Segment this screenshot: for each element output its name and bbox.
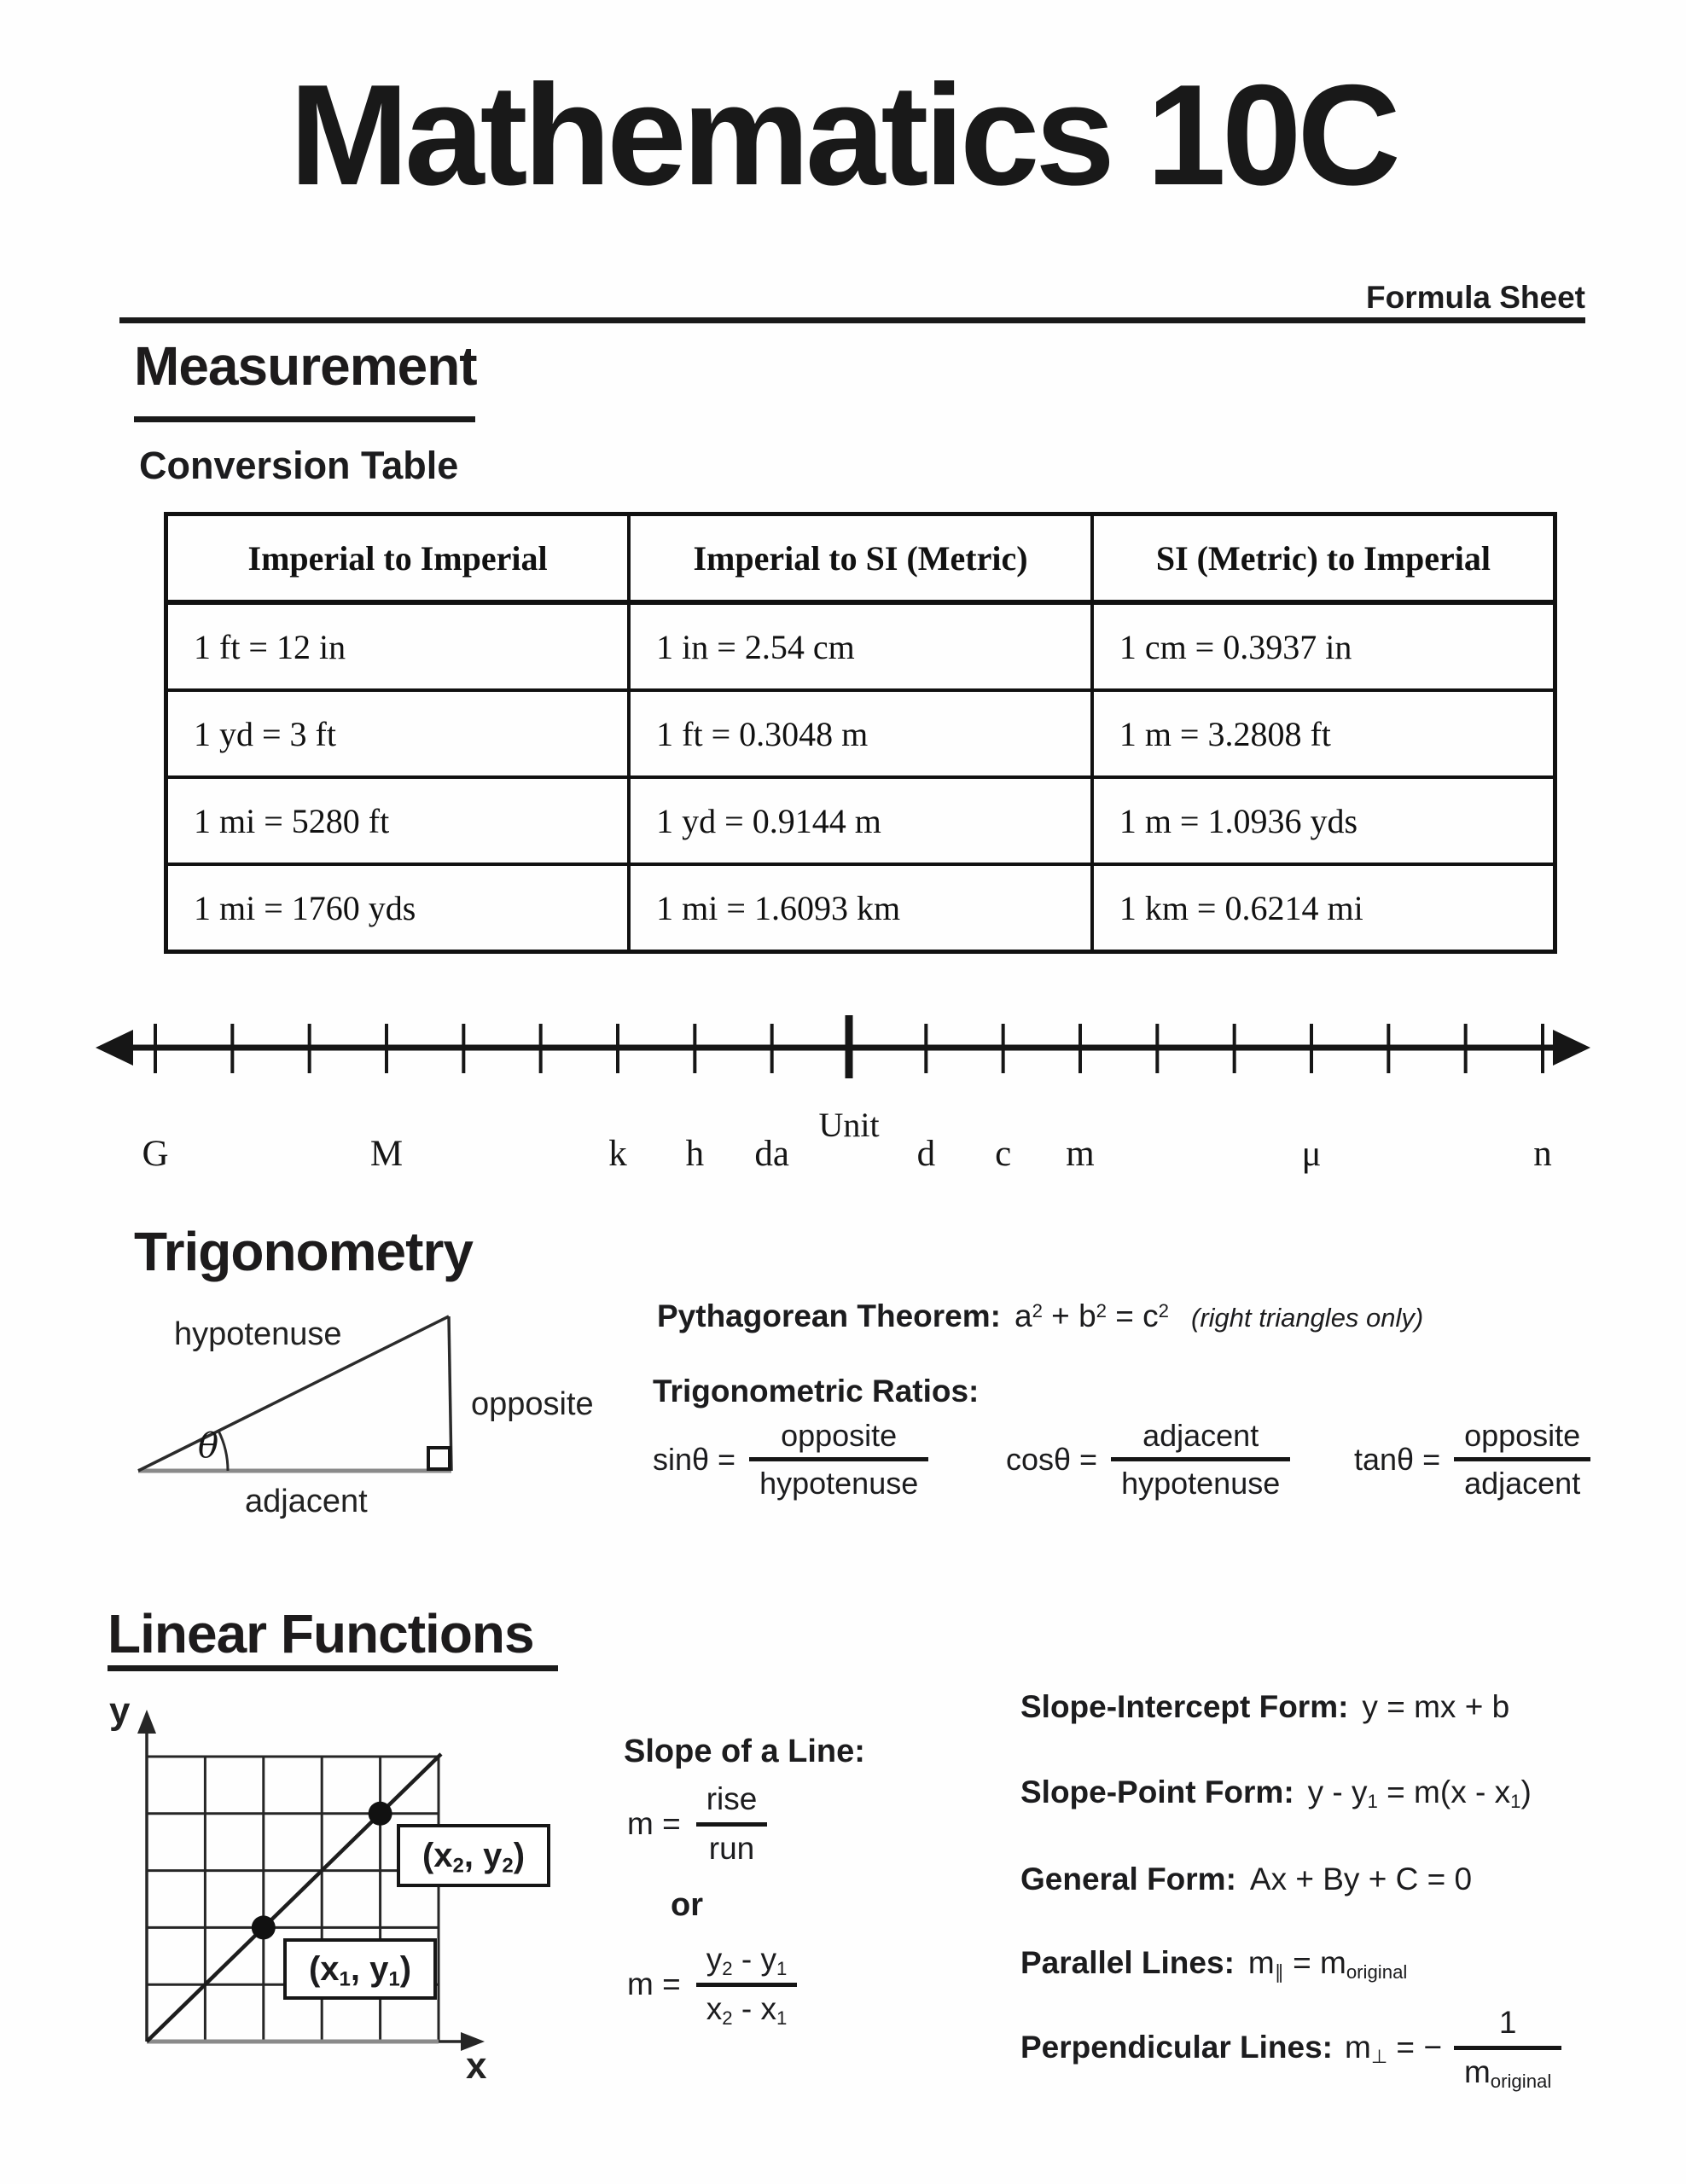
left-arrow-icon	[96, 1030, 133, 1066]
prefix-label-n: n	[1533, 1134, 1552, 1174]
prefix-label-k: k	[608, 1134, 627, 1174]
point-1-label-box	[283, 1938, 437, 2000]
m-equals: m =	[627, 1806, 681, 1842]
cosine-ratio	[1006, 1418, 1290, 1502]
form-label: Perpendicular Lines:	[1020, 2030, 1333, 2065]
measurement-heading: Measurement	[134, 335, 477, 397]
trigonometry-heading: Trigonometry	[134, 1221, 473, 1282]
point-1-label: ($x_1$, $y_1$)	[308, 1949, 412, 1991]
conversion-table-title: Conversion Table	[139, 444, 459, 487]
page-title: Mathematics 10C	[289, 55, 1397, 215]
parallel-lines-row	[1020, 1945, 1408, 1984]
y-axis-arrow-icon	[137, 1710, 156, 1734]
trig-ratios-label: Trigonometric Ratios:	[653, 1374, 980, 1409]
cosine-lhs: cosθ =	[1006, 1441, 1098, 1477]
point-1-dot	[252, 1915, 276, 1939]
prefix-label-da: da	[754, 1134, 789, 1174]
col-header-imperial-imperial: Imperial to Imperial	[166, 514, 630, 603]
slope-two-point-formula	[627, 1942, 797, 2027]
slope-intercept-form-row	[1020, 1689, 1509, 1725]
table-cell: 1 mi = 1760 yds	[166, 864, 630, 952]
conversion-table	[164, 512, 1557, 954]
formula-sheet-tag: Formula Sheet	[1366, 280, 1585, 315]
angle-arc	[218, 1431, 228, 1471]
prefix-label-d: d	[916, 1134, 936, 1174]
hypotenuse-label: hypotenuse	[174, 1316, 342, 1352]
form-label: Parallel Lines:	[1020, 1945, 1235, 1980]
table-row	[166, 777, 1555, 864]
tangent-ratio	[1354, 1418, 1590, 1502]
rise-label: rise	[706, 1781, 758, 1816]
table-header-row	[166, 514, 1555, 603]
perpendicular-fraction	[1454, 2005, 1561, 2090]
run-label: run	[708, 1830, 755, 1866]
slope-rise-run-formula	[627, 1781, 767, 1867]
sine-lhs: sinθ =	[653, 1441, 736, 1477]
right-triangle-diagram	[119, 1297, 614, 1536]
prefix-label-G: G	[142, 1134, 169, 1174]
form-formula-lhs: $m_\perp$ = −	[1345, 2030, 1442, 2068]
table-cell: 1 km = 0.6214 mi	[1092, 864, 1555, 952]
perpendicular-lines-row	[1020, 2005, 1561, 2090]
point-2-dot	[369, 1802, 392, 1826]
or-label: or	[671, 1887, 703, 1923]
slope-of-a-line-label: Slope of a Line:	[624, 1734, 865, 1769]
pythagorean-label: Pythagorean Theorem:	[657, 1298, 1001, 1333]
table-cell: 1 in = 2.54 cm	[629, 602, 1092, 690]
measurement-underline	[134, 416, 475, 422]
x-axis-label: x	[466, 2045, 487, 2087]
y-axis-label: y	[109, 1698, 131, 1732]
metric-prefix-number-line	[0, 981, 1686, 1186]
table-cell: 1 cm = 0.3937 in	[1092, 602, 1555, 690]
delta-fraction	[696, 1942, 798, 2027]
sine-fraction	[749, 1418, 928, 1502]
delta-y: $y_2 - y_1$	[706, 1942, 788, 1980]
prefix-label-c: c	[995, 1134, 1012, 1174]
prefix-label-h: h	[685, 1134, 705, 1174]
prefix-label-Unit: Unit	[818, 1106, 880, 1144]
prefix-label-μ: μ	[1301, 1134, 1322, 1174]
right-angle-marker	[428, 1448, 450, 1469]
fraction-bar	[696, 1822, 768, 1827]
header-rule	[119, 317, 1585, 323]
table-row	[166, 602, 1555, 690]
form-label: Slope-Point Form:	[1020, 1774, 1294, 1809]
pythagorean-note: (right triangles only)	[1191, 1303, 1424, 1333]
table-cell: 1 yd = 0.9144 m	[629, 777, 1092, 864]
table-cell: 1 mi = 5280 ft	[166, 777, 630, 864]
fraction-bar	[1454, 1457, 1590, 1461]
cosine-fraction	[1111, 1418, 1290, 1502]
fraction-denominator: $m_{original}$	[1463, 2053, 1552, 2092]
fraction-numerator: 1	[1498, 2005, 1517, 2040]
right-arrow-icon	[1553, 1030, 1590, 1066]
form-label: General Form:	[1020, 1862, 1236, 1896]
table-row	[166, 864, 1555, 952]
table-cell: 1 ft = 12 in	[166, 602, 630, 690]
tangent-numerator: opposite	[1464, 1418, 1581, 1453]
adjacent-label: adjacent	[245, 1484, 368, 1519]
tangent-denominator: adjacent	[1464, 1466, 1581, 1502]
tangent-fraction	[1454, 1418, 1590, 1502]
form-formula: $m_\parallel = m_{original}$	[1247, 1945, 1408, 1984]
general-form-row	[1020, 1862, 1472, 1897]
tangent-lhs: tanθ =	[1354, 1441, 1441, 1477]
linear-functions-heading: Linear Functions	[108, 1603, 534, 1664]
delta-x: $x_2 - x_1$	[706, 1990, 788, 2029]
table-row	[166, 690, 1555, 777]
opposite-label: opposite	[471, 1386, 594, 1422]
sine-ratio	[653, 1418, 928, 1502]
prefix-label-M: M	[369, 1134, 404, 1174]
point-2-label: ($x_2$, $y_2$)	[422, 1836, 526, 1878]
table-cell: 1 m = 1.0936 yds	[1092, 777, 1555, 864]
col-header-imperial-si: Imperial to SI (Metric)	[629, 514, 1092, 603]
sine-denominator: hypotenuse	[759, 1466, 919, 1502]
slope-point-form-row	[1020, 1774, 1532, 1813]
fraction-bar	[1454, 2046, 1561, 2050]
cosine-numerator: adjacent	[1142, 1418, 1259, 1453]
line-graph-diagram	[85, 1698, 529, 2099]
pythagorean-formula: $a^2 + b^2 = c^2$	[1014, 1298, 1170, 1333]
table-cell: 1 m = 3.2808 ft	[1092, 690, 1555, 777]
fraction-bar	[749, 1457, 928, 1461]
prefix-label-m: m	[1066, 1134, 1095, 1174]
table-cell: 1 yd = 3 ft	[166, 690, 630, 777]
theta-symbol: θ	[197, 1426, 219, 1466]
fraction-bar	[1111, 1457, 1290, 1461]
pythagorean-theorem-line	[657, 1298, 1423, 1334]
table-cell: 1 ft = 0.3048 m	[629, 690, 1092, 777]
form-label: Slope-Intercept Form:	[1020, 1689, 1349, 1724]
form-formula: $y - y_1 = m(x - x_1)$	[1307, 1774, 1532, 1813]
fraction-bar	[696, 1983, 798, 1987]
rise-run-fraction	[696, 1781, 768, 1867]
m-equals: m =	[627, 1966, 681, 2002]
form-formula: y = mx + b	[1362, 1689, 1510, 1724]
point-2-label-box	[397, 1824, 550, 1887]
cosine-denominator: hypotenuse	[1121, 1466, 1281, 1502]
form-formula: Ax + By + C = 0	[1249, 1862, 1473, 1896]
linear-functions-underline	[108, 1665, 558, 1671]
col-header-si-imperial: SI (Metric) to Imperial	[1092, 514, 1555, 603]
sine-numerator: opposite	[781, 1418, 898, 1453]
table-cell: 1 mi = 1.6093 km	[629, 864, 1092, 952]
